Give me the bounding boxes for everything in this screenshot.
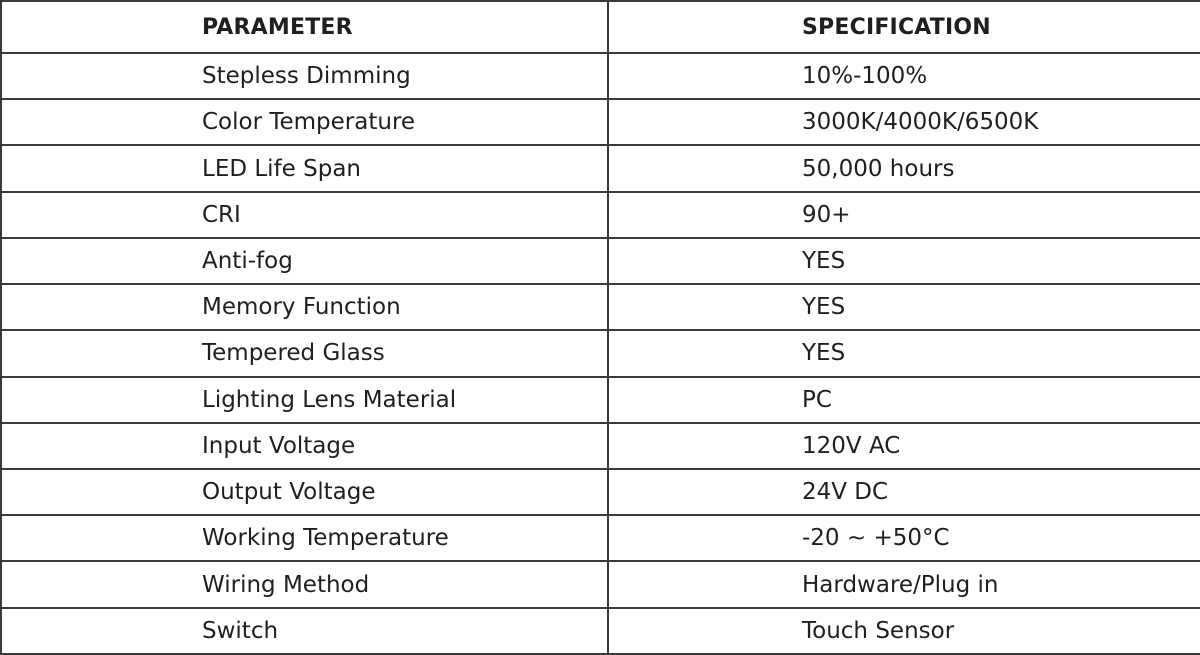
- parameter-cell: Memory Function: [1, 284, 608, 330]
- table-row: [1, 561, 1200, 607]
- specification-cell: 10%-100%: [608, 53, 1200, 99]
- specification-cell: PC: [608, 377, 1200, 423]
- table-header: [1, 1, 1200, 53]
- parameter-cell: CRI: [1, 192, 608, 238]
- table-row: [1, 99, 1200, 145]
- specification-cell: -20 ~ +50°C: [608, 515, 1200, 561]
- specification-cell: 120V AC: [608, 423, 1200, 469]
- parameter-cell: Input Voltage: [1, 423, 608, 469]
- column-header-parameter: PARAMETER: [1, 1, 608, 53]
- specification-cell: 24V DC: [608, 469, 1200, 515]
- header-row: [1, 1, 1200, 53]
- table-row: [1, 145, 1200, 191]
- parameter-cell: Switch: [1, 608, 608, 654]
- specification-cell: 90+: [608, 192, 1200, 238]
- table-row: [1, 469, 1200, 515]
- specification-cell: Hardware/Plug in: [608, 561, 1200, 607]
- specification-cell: 3000K/4000K/6500K: [608, 99, 1200, 145]
- parameter-cell: Working Temperature: [1, 515, 608, 561]
- table-row: [1, 515, 1200, 561]
- parameter-cell: Lighting Lens Material: [1, 377, 608, 423]
- table-row: [1, 608, 1200, 654]
- table-row: [1, 330, 1200, 376]
- specification-cell: 50,000 hours: [608, 145, 1200, 191]
- parameter-cell: Tempered Glass: [1, 330, 608, 376]
- table-row: [1, 423, 1200, 469]
- specification-cell: Touch Sensor: [608, 608, 1200, 654]
- table-row: [1, 192, 1200, 238]
- table-row: [1, 53, 1200, 99]
- parameter-cell: Output Voltage: [1, 469, 608, 515]
- specification-cell: YES: [608, 284, 1200, 330]
- table-row: [1, 377, 1200, 423]
- parameter-cell: Stepless Dimming: [1, 53, 608, 99]
- table-row: [1, 238, 1200, 284]
- parameter-cell: Anti-fog: [1, 238, 608, 284]
- specification-cell: YES: [608, 238, 1200, 284]
- table-body: [1, 53, 1200, 654]
- table-row: [1, 284, 1200, 330]
- column-header-specification: SPECIFICATION: [608, 1, 1200, 53]
- specification-cell: YES: [608, 330, 1200, 376]
- parameter-cell: LED Life Span: [1, 145, 608, 191]
- parameter-cell: Color Temperature: [1, 99, 608, 145]
- parameter-cell: Wiring Method: [1, 561, 608, 607]
